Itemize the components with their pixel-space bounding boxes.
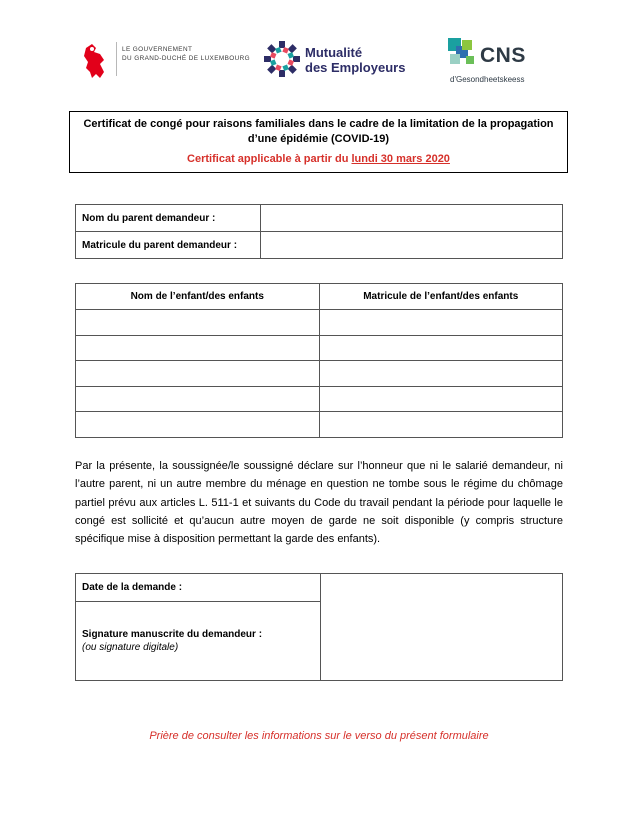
mutualite-logo <box>263 40 413 84</box>
table-row <box>76 574 563 602</box>
child-matricule-field[interactable] <box>319 361 563 387</box>
cns-logo <box>446 36 556 88</box>
child-name-field[interactable] <box>76 412 320 438</box>
table-row <box>76 361 563 387</box>
table-row <box>76 386 563 412</box>
request-signature-table <box>75 573 563 681</box>
mde-line-1: Mutualité <box>305 45 363 60</box>
child-matricule-field[interactable] <box>319 310 563 336</box>
logo-divider <box>116 42 117 76</box>
applicable-date: lundi 30 mars 2020 <box>351 153 450 165</box>
government-logo-text <box>122 45 250 63</box>
red-lion-icon <box>80 42 108 80</box>
request-date-signature-field[interactable] <box>321 574 563 681</box>
child-name-field[interactable] <box>76 310 320 336</box>
child-matricule-field[interactable] <box>319 412 563 438</box>
form-title-box <box>69 111 568 173</box>
cns-tagline: d'Gesondheetskeess <box>450 75 525 84</box>
child-name-field[interactable] <box>76 386 320 412</box>
child-name-field[interactable] <box>76 335 320 361</box>
form-title: Certificat de congé pour raisons familiales dans le cadre de la limitation de la propagation d’une épidémie (COVID-19) <box>83 118 554 145</box>
mutualite-star-icon <box>263 40 301 78</box>
parent-matricule-field[interactable] <box>261 232 563 259</box>
cns-squares-icon <box>446 36 480 70</box>
parent-name-field[interactable] <box>261 205 563 232</box>
signature-label: Signature manuscrite du demandeur : <box>82 629 263 640</box>
child-name-field[interactable] <box>76 361 320 387</box>
parent-info-table <box>75 204 563 259</box>
children-table <box>75 283 563 438</box>
signature-label-cell <box>76 602 321 681</box>
request-date-label: Date de la demande : <box>76 574 321 602</box>
applicable-prefix: Certificat applicable à partir du <box>187 153 352 165</box>
government-logo <box>80 40 260 84</box>
mutualite-logo-text <box>305 45 405 75</box>
table-row <box>76 232 563 259</box>
child-name-header: Nom de l’enfant/des enfants <box>76 284 320 310</box>
table-row <box>76 310 563 336</box>
gov-line-1: LE GOUVERNEMENT <box>122 46 193 53</box>
table-row <box>76 205 563 232</box>
table-header-row <box>76 284 563 310</box>
declaration-text: Par la présente, la soussignée/le soussigné déclare sur l’honneur que ni le salarié demandeur, ni l’autre parent, ni un autre membre du ménage en question ne tombe sous le régime du chômage partiel prévu aux articles L. 511-1 et suivants du Code du travail pendant la période pour laquelle le congé est sollicité et qu’aucun autre moyen de garde ne soit disponible (y compris structure spécifique mise à disposition permettant la garde des enfants). <box>75 460 563 546</box>
cns-wordmark: CNS <box>480 44 526 67</box>
parent-matricule-label: Matricule du parent demandeur : <box>76 232 261 259</box>
parent-name-label: Nom du parent demandeur : <box>76 205 261 232</box>
footer-note: Prière de consulter les informations sur le verso du présent formulaire <box>149 730 489 742</box>
child-matricule-header: Matricule de l’enfant/des enfants <box>319 284 563 310</box>
mde-line-2: des Employeurs <box>305 60 406 75</box>
table-row <box>76 335 563 361</box>
gov-line-2: DU GRAND-DUCHÉ DE LUXEMBOURG <box>122 55 251 62</box>
applicable-date-line <box>70 152 567 167</box>
table-row <box>76 412 563 438</box>
child-matricule-field[interactable] <box>319 335 563 361</box>
child-matricule-field[interactable] <box>319 386 563 412</box>
signature-hint: (ou signature digitale) <box>82 642 179 653</box>
